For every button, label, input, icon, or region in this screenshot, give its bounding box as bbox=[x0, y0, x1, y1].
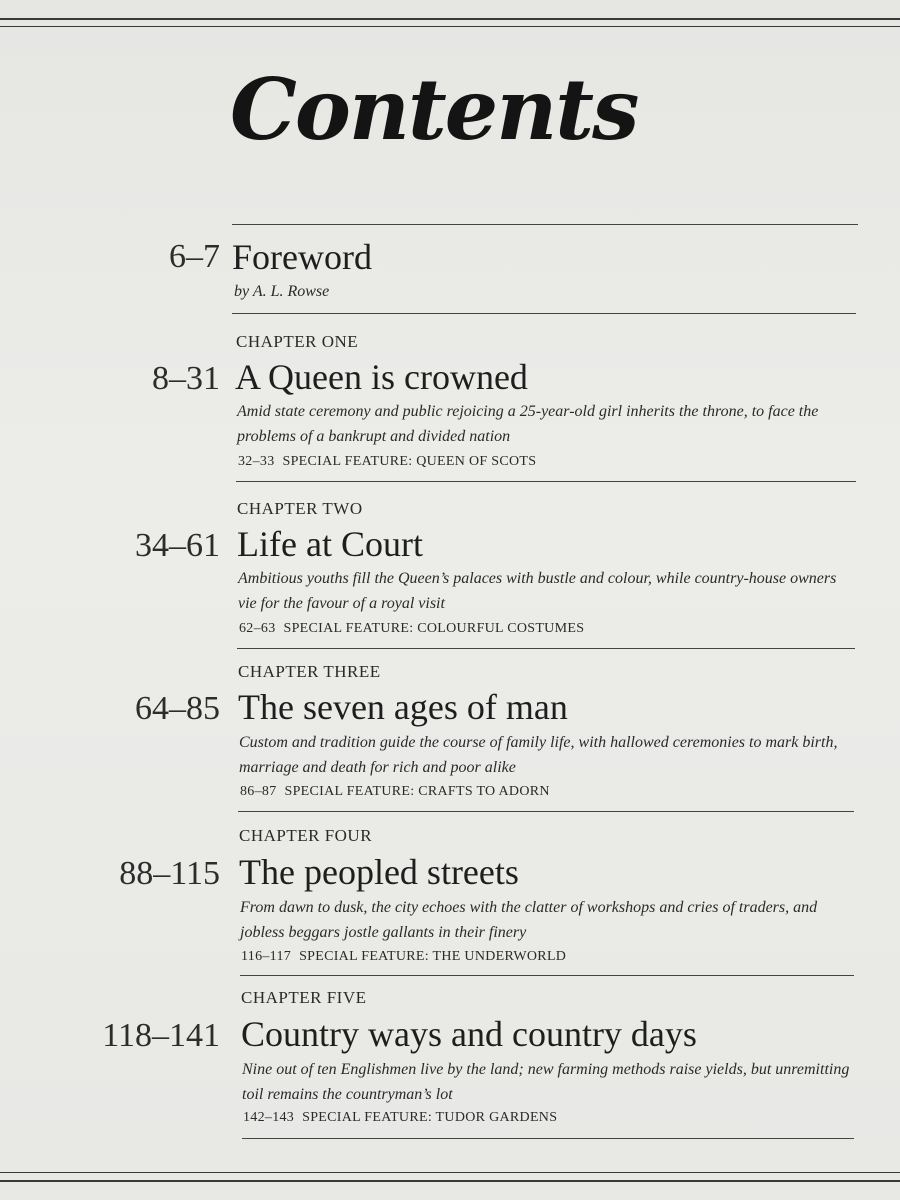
top-border bbox=[0, 18, 900, 40]
feature-title: SPECIAL FEATURE: THE UNDERWORLD bbox=[299, 949, 567, 964]
chapter-label: CHAPTER THREE bbox=[238, 662, 381, 681]
feature-pages: 62–63 bbox=[239, 621, 276, 636]
divider bbox=[242, 1138, 854, 1139]
entry-description: Nine out of ten Englishmen live by the land; new farming methods raise yields, but unremitting toil remains the countryman’s lot bbox=[242, 1061, 850, 1103]
chapter-label: CHAPTER ONE bbox=[236, 332, 359, 351]
entry-heading: Life at Court bbox=[237, 524, 423, 564]
feature-title: SPECIAL FEATURE: CRAFTS TO ADORN bbox=[284, 784, 550, 799]
special-feature bbox=[243, 1110, 557, 1126]
entry-heading: The seven ages of man bbox=[238, 687, 568, 727]
divider bbox=[236, 481, 856, 482]
chapter-label: CHAPTER TWO bbox=[237, 499, 363, 518]
special-feature bbox=[241, 949, 566, 965]
feature-pages: 142–143 bbox=[243, 1110, 295, 1125]
special-feature bbox=[240, 784, 550, 800]
feature-pages: 32–33 bbox=[238, 454, 275, 469]
entry-heading: Foreword bbox=[232, 237, 372, 277]
feature-title: SPECIAL FEATURE: QUEEN OF SCOTS bbox=[282, 454, 537, 469]
entry-description: From dawn to dusk, the city echoes with the clatter of workshops and cries of traders, and jobless beggars jostle gallants in their finery bbox=[240, 899, 818, 941]
divider bbox=[232, 313, 856, 314]
feature-title: SPECIAL FEATURE: TUDOR GARDENS bbox=[302, 1110, 558, 1125]
page-title: Contents bbox=[230, 60, 638, 159]
special-feature bbox=[238, 454, 536, 470]
entry-pages: 8–31 bbox=[152, 360, 220, 397]
entry-pages: 118–141 bbox=[102, 1017, 220, 1054]
feature-title: SPECIAL FEATURE: COLOURFUL COSTUMES bbox=[283, 621, 585, 636]
entry-pages: 88–115 bbox=[119, 855, 220, 892]
entry-pages: 64–85 bbox=[135, 690, 220, 727]
entry-byline: by A. L. Rowse bbox=[234, 283, 330, 300]
entry-description: Ambitious youths fill the Queen’s palaces with bustle and colour, while country-house owners vie for the favour of a royal visit bbox=[238, 570, 837, 612]
divider bbox=[237, 648, 855, 649]
chapter-label: CHAPTER FIVE bbox=[241, 988, 367, 1007]
divider bbox=[238, 811, 854, 812]
divider bbox=[232, 224, 858, 225]
chapter-label: CHAPTER FOUR bbox=[239, 826, 373, 845]
entry-pages: 34–61 bbox=[135, 527, 220, 564]
feature-pages: 86–87 bbox=[240, 784, 277, 799]
entry-pages: 6–7 bbox=[169, 238, 220, 275]
entry-description: Custom and tradition guide the course of family life, with hallowed ceremonies to mark birth, marriage and death for rich and poor alike bbox=[239, 734, 838, 776]
divider bbox=[240, 975, 854, 976]
entry-heading: A Queen is crowned bbox=[235, 357, 528, 397]
bottom-border bbox=[0, 1162, 900, 1192]
entry-heading: The peopled streets bbox=[239, 852, 519, 892]
feature-pages: 116–117 bbox=[241, 949, 292, 964]
special-feature bbox=[239, 621, 584, 637]
entry-heading: Country ways and country days bbox=[241, 1014, 697, 1054]
entry-description: Amid state ceremony and public rejoicing a 25-year-old girl inherits the throne, to face the problems of a bankrupt and divided nation bbox=[237, 403, 819, 445]
